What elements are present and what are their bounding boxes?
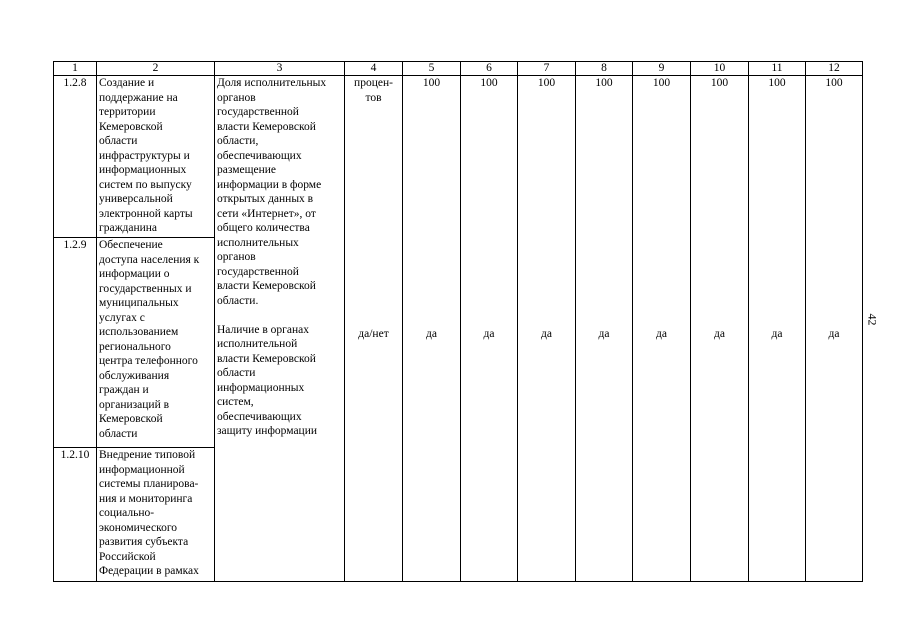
value-text: 100 (480, 77, 498, 89)
text-line: обслуживания (99, 369, 170, 382)
text-line: тов (365, 91, 382, 104)
program-table (53, 61, 863, 582)
text-line: органов (217, 91, 256, 104)
text-line: систем, (217, 396, 254, 408)
page-number: 42 (865, 313, 880, 326)
value-text: да (828, 327, 840, 340)
indicator-cell (215, 76, 345, 582)
indicator-text (217, 76, 342, 308)
unit-cell (345, 76, 403, 582)
text-line: развития субъекта (99, 536, 189, 548)
text-line: процен- (354, 77, 393, 89)
unit-text: да/нет (358, 328, 389, 340)
header-row (54, 62, 863, 76)
text-line: общего количества (217, 222, 310, 234)
header-cell: 8 (576, 62, 633, 76)
text-line: области (217, 367, 256, 379)
value-cell (576, 76, 633, 582)
text-line: Кемеровской (99, 413, 163, 425)
header-cell: 9 (633, 62, 691, 76)
text-line: государственной (217, 106, 299, 118)
text-line: поддержание на (99, 91, 178, 104)
text-line: Российской (99, 550, 156, 563)
value-text: да (714, 327, 725, 340)
text-line: информационной (99, 463, 185, 476)
header-cell: 1 (54, 62, 97, 76)
text-line: государственной (217, 265, 299, 278)
value-cell (691, 76, 749, 582)
value-text: 100 (825, 77, 843, 89)
value-text: да (656, 327, 667, 340)
text-line: исполнительной (217, 338, 298, 350)
text-line: услугах с (99, 311, 145, 324)
header-cell: 5 (403, 62, 461, 76)
text-line: информации в форме (217, 178, 322, 191)
value-cell (633, 76, 691, 582)
value-cell (461, 76, 518, 582)
text-line: Доля исполнительных (217, 77, 327, 89)
text-line: области (99, 427, 138, 440)
text-line: системы планирова- (99, 478, 199, 490)
text-line: использованием (99, 326, 179, 338)
text-line: инфраструктуры и (99, 149, 190, 162)
unit-text (347, 76, 400, 105)
indicator-text (217, 323, 342, 439)
text-line: обеспечивающих (217, 149, 302, 162)
value-text: 100 (595, 77, 613, 89)
text-line: Наличие в органах (217, 323, 309, 336)
text-line: регионального (99, 340, 171, 353)
value-text: 100 (537, 77, 556, 89)
text-line: организаций в (99, 398, 170, 411)
text-line: Обеспечение (99, 239, 163, 251)
text-line: информации о (99, 268, 170, 280)
header-cell: 4 (345, 62, 403, 76)
text-line: граждан и (99, 384, 149, 396)
text-line: доступа населения к (99, 253, 200, 266)
measure-name (97, 448, 215, 582)
text-line: социально- (99, 507, 155, 519)
text-line: власти Кемеровской (217, 280, 316, 292)
text-line: области. (217, 294, 259, 307)
text-line: систем по выпуску (99, 178, 192, 191)
text-line: открытых данных в (217, 193, 314, 205)
text-line: государственных и (99, 282, 192, 295)
value-cell (518, 76, 576, 582)
value-cell (806, 76, 863, 582)
header-cell: 10 (691, 62, 749, 76)
row-number: 1.2.8 (54, 76, 97, 238)
value-cell (749, 76, 806, 582)
text-line: Федерации в рамках (99, 565, 199, 577)
table-row (54, 76, 863, 238)
text-line: власти Кемеровской (217, 120, 316, 133)
header-cell: 6 (461, 62, 518, 76)
value-text: да (771, 327, 783, 340)
text-line: информационных (217, 381, 305, 394)
text-line: области, (217, 135, 259, 147)
text-line: защиту информации (217, 425, 318, 437)
text-line: области (99, 135, 138, 147)
text-line: ния и мониторинга (99, 492, 193, 505)
text-line: Создание и (99, 77, 155, 89)
header-cell: 3 (215, 62, 345, 76)
text-line: гражданина (99, 222, 158, 234)
text-line: власти Кемеровской (217, 352, 316, 365)
header-cell: 11 (749, 62, 806, 76)
row-number: 1.2.9 (54, 238, 97, 448)
text-line: Внедрение типовой (99, 449, 196, 461)
value-text: да (598, 327, 610, 340)
header-cell: 7 (518, 62, 576, 76)
text-line: универсальной (99, 193, 173, 205)
header-cell: 2 (97, 62, 215, 76)
text-line: муниципальных (99, 297, 179, 309)
text-line: обеспечивающих (217, 410, 302, 423)
text-line: электронной карты (99, 207, 193, 220)
text-line: органов (217, 251, 256, 263)
value-text: 100 (768, 77, 786, 89)
value-text: да (541, 327, 552, 340)
text-line: экономического (99, 521, 178, 534)
value-text: да (426, 327, 437, 340)
text-line: информационных (99, 164, 187, 176)
text-line: Кемеровской (99, 120, 163, 133)
value-text: да (483, 327, 495, 340)
text-line: исполнительных (217, 236, 299, 249)
text-line: размещение (217, 164, 276, 176)
header-cell: 12 (806, 62, 863, 76)
text-line: сети «Интернет», от (217, 207, 316, 220)
row-number: 1.2.10 (54, 448, 97, 582)
text-line: территории (99, 106, 156, 118)
measure-name (97, 76, 215, 238)
value-text: 100 (710, 77, 729, 89)
value-cell (403, 76, 461, 582)
measure-name (97, 238, 215, 448)
value-text: 100 (422, 77, 441, 89)
text-line: центра телефонного (99, 355, 198, 367)
value-text: 100 (652, 77, 671, 89)
